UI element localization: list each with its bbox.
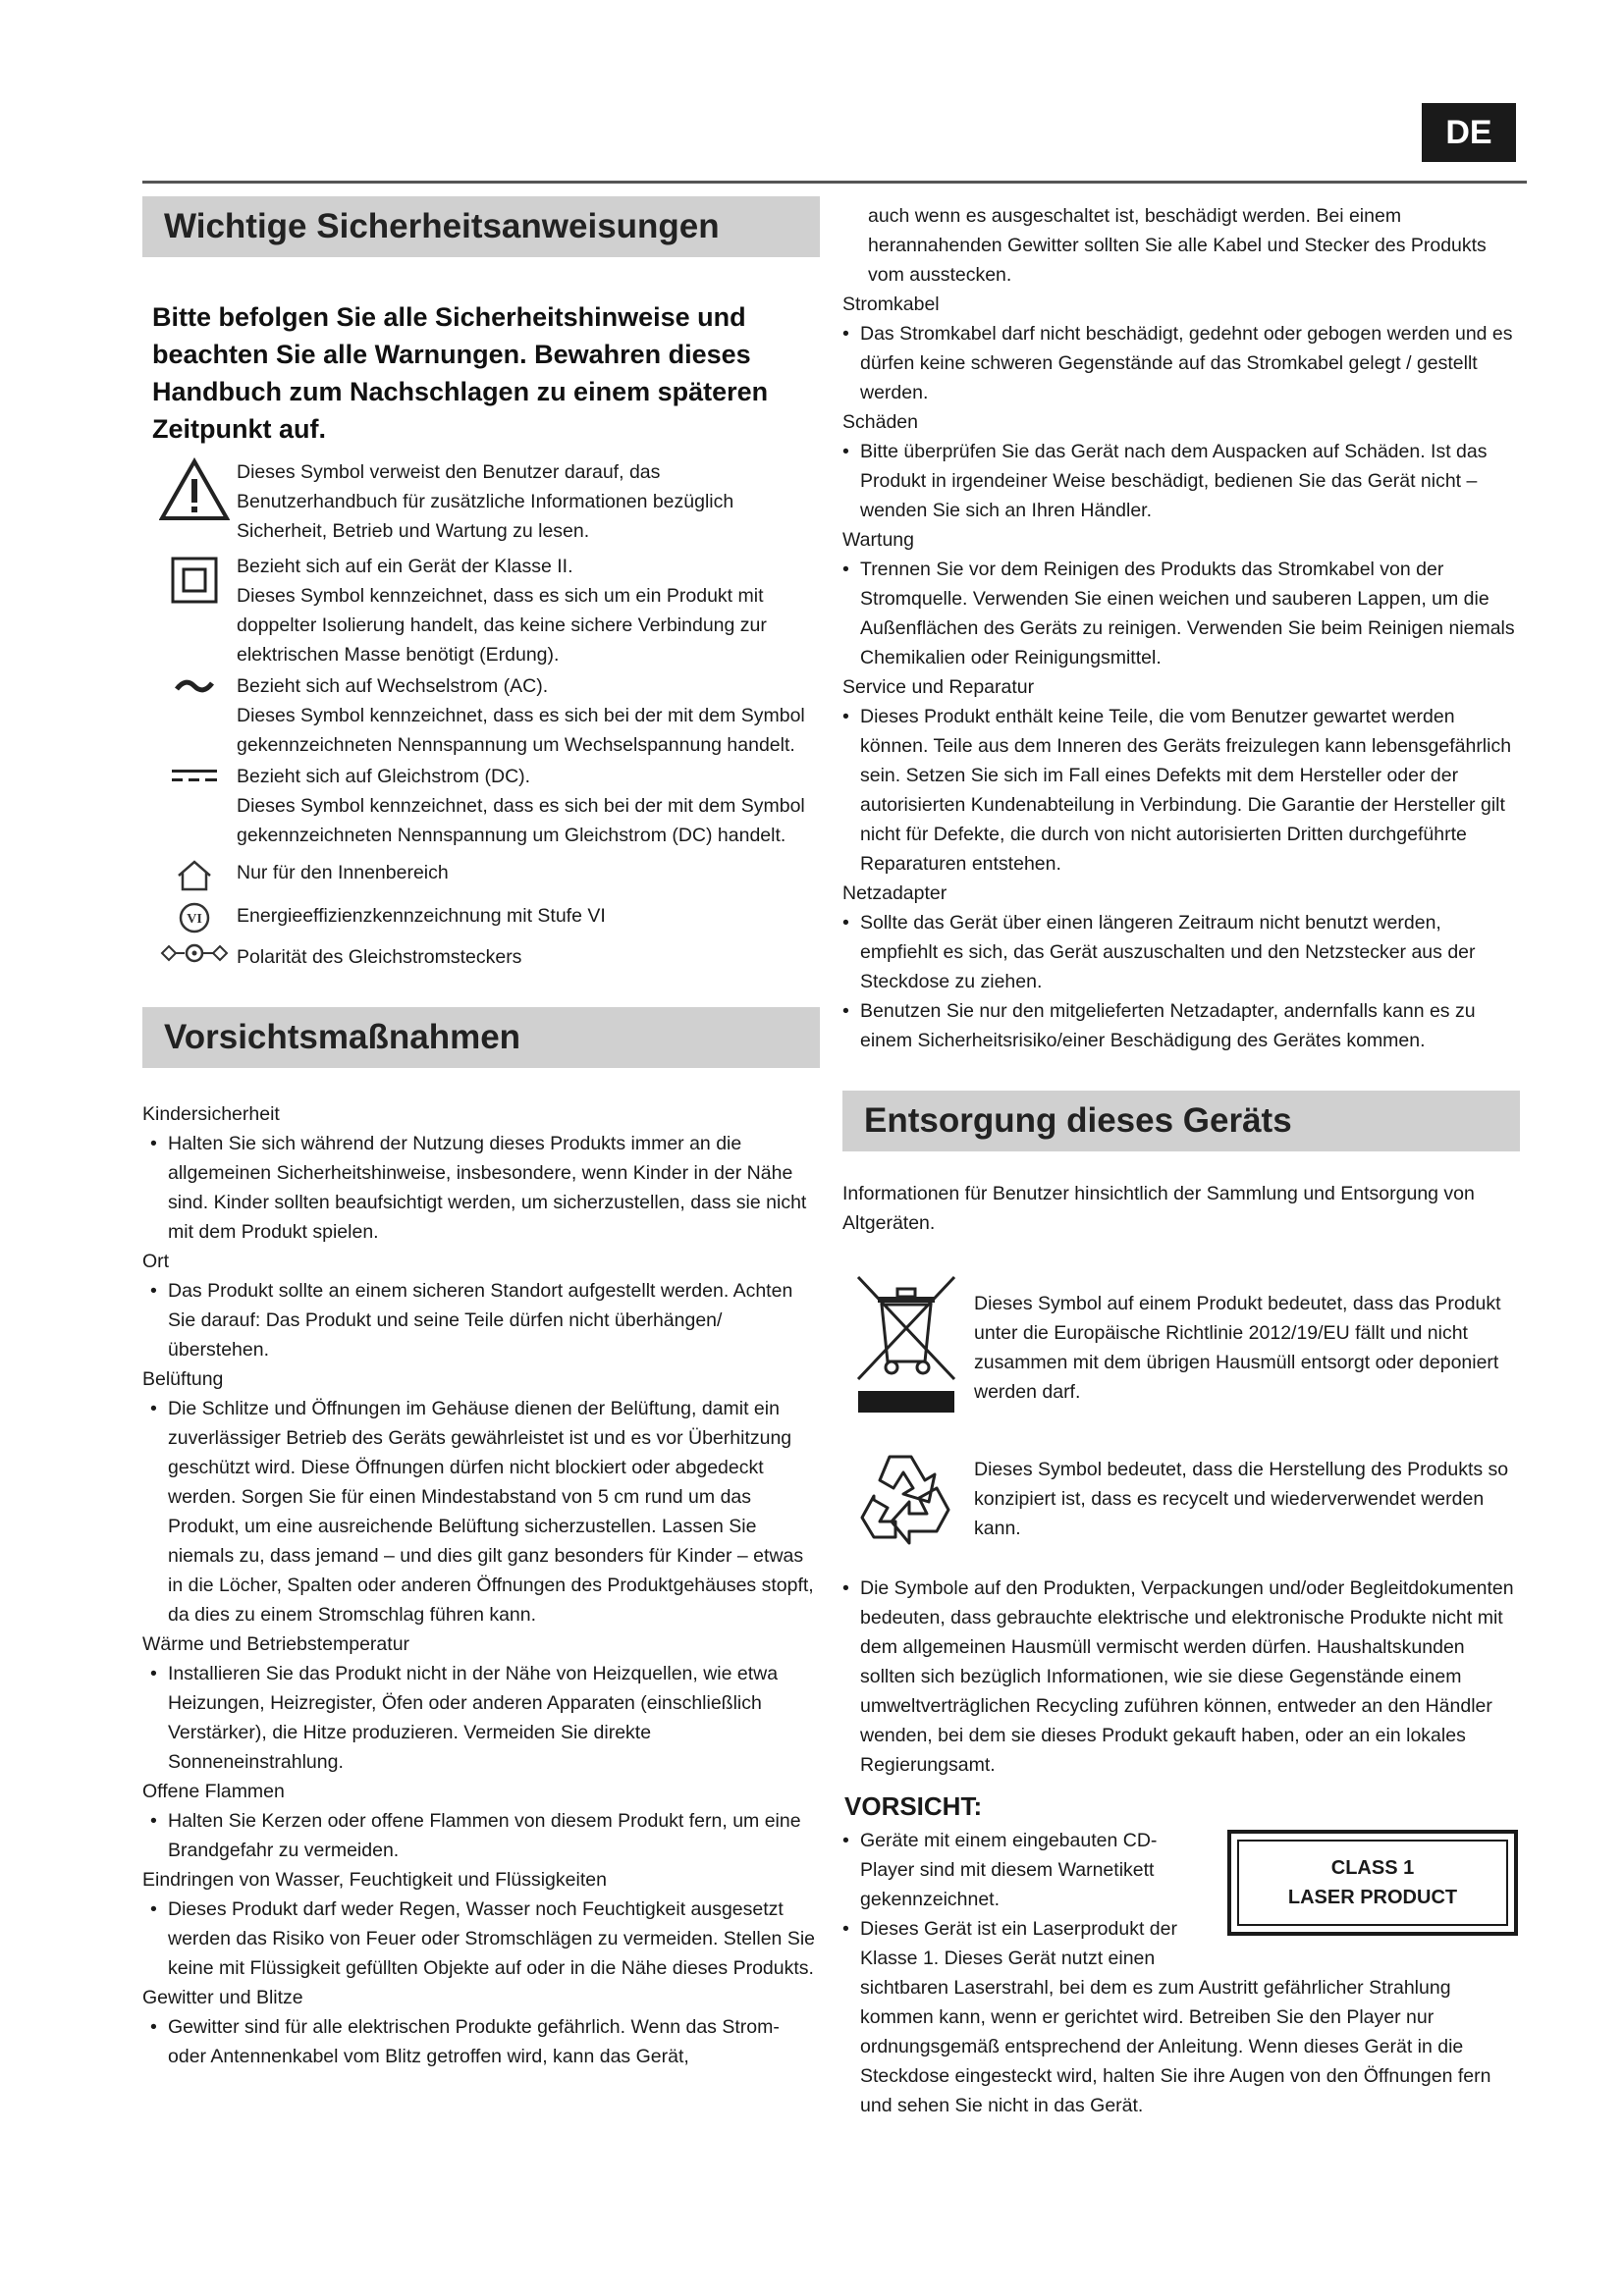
list-item: • Das Produkt sollte an einem sicheren Standort aufgestellt werden. Achten Sie darauf: Das Produkt und seine Teile dürfen nicht überhängen/überstehen. bbox=[150, 1276, 820, 1364]
bullet-text: Das Stromkabel darf nicht beschädigt, gedehnt oder gebogen werden und es dürfen keine schweren Gegenstände auf das Stromkabel gelegt / gestellt werden. bbox=[860, 323, 1513, 403]
bullet-text: Dieses Produkt enthält keine Teile, die vom Benutzer gewartet werden können. Teile aus dem Inneren des Geräts freizulegen kann lebensgefährlich sein. Setzen Sie sich im Fall eines Defekts mit dem Hersteller oder der autorisierten Kundenabteilung in Verbindung. Die Garantie der Hersteller gilt nicht für Defekte, die durch von nicht autorisierten Dritten durchgeführte Reparaturen entstehen. bbox=[860, 706, 1512, 875]
polarity-icon bbox=[152, 942, 237, 972]
symbol-text: Bezieht sich auf Wechselstrom (AC). bbox=[237, 675, 549, 697]
category-label: Offene Flammen bbox=[142, 1781, 285, 1802]
list-item: • Halten Sie Kerzen oder offene Flammen von diesem Produkt fern, um eine Brandgefahr zu vermeiden. bbox=[150, 1806, 820, 1865]
bullet-text: Halten Sie sich während der Nutzung dieses Produkts immer an die allgemeinen Sicherheitshinweise, insbesondere, wenn Kinder in der Nähe sind. Kinder sollten beaufsichtigt werden, um sicherzustellen, dass sie nicht mit dem Produkt spielen. bbox=[168, 1133, 807, 1243]
category-label: Gewitter und Blitze bbox=[142, 1987, 303, 2008]
symbol-text: Polarität des Gleichstromsteckers bbox=[237, 946, 522, 968]
list-item: • Das Stromkabel darf nicht beschädigt, gedehnt oder gebogen werden und es dürfen keine schweren Gegenstände auf das Stromkabel gelegt / gestellt werden. bbox=[842, 319, 1520, 407]
bullet-text: Dieses Produkt darf weder Regen, Wasser noch Feuchtigkeit ausgesetzt werden das Risiko von Feuer oder Stromschlägen zu vermeiden. Stellen Sie keine mit Flüssigkeit gefüllten Objekte auf oder in die Nähe dieses Produkts. bbox=[168, 1898, 816, 1979]
caution-continuation: sichtbaren Laserstrahl, bei dem es zum Austritt gefährlicher Strahlung kommen kann, wenn er gerichtet wird. Betreiben Sie den Player nur ordnungsgemäß entsprechend der Anleitung. Wenn dieses Gerät in die Steckdose eingesteckt wird, halten Sie ihre Augen von den Öffnungen fern und sehen Sie nicht in das Gerät. bbox=[860, 1977, 1491, 2116]
indoor-house-icon bbox=[152, 858, 237, 893]
bullet-text: Gewitter sind für alle elektrischen Produkte gefährlich. Wenn das Strom- oder Antennenkabel vom Blitz getroffen wird, kann das Gerät, bbox=[168, 2016, 780, 2067]
bullet-text: Halten Sie Kerzen oder offene Flammen von diesem Produkt fern, um eine Brandgefahr zu vermeiden. bbox=[168, 1810, 801, 1861]
list-item: • Geräte mit einem eingebauten CD-Player sind mit diesem Warnetikett gekennzeichnet. bbox=[842, 1826, 1196, 1914]
list-item: • Dieses Produkt enthält keine Teile, die vom Benutzer gewartet werden können. Teile aus dem Inneren des Geräts freizulegen kann lebensgefährlich sein. Setzen Sie sich im Fall eines Defekts mit dem Hersteller oder der autorisierten Kundenabteilung in Verbindung. Die Garantie der Hersteller gilt nicht für Defekte, die durch von nicht autorisierten Dritten durchgeführte Reparaturen entstehen. bbox=[842, 702, 1520, 879]
list-item: • Dieses Gerät ist ein Laserprodukt der Klasse 1. Dieses Gerät nutzt einen bbox=[842, 1914, 1196, 1973]
bullet-text: Trennen Sie vor dem Reinigen des Produkts das Stromkabel von der Stromquelle. Verwenden Sie einen weichen und sauberen Lappen, um die Außenflächen des Geräts zu reinigen. Verwenden Sie beim Reinigen niemals Chemikalien oder Reinigungsmittel. bbox=[860, 559, 1515, 668]
symbol-text: Bezieht sich auf ein Gerät der Klasse II. bbox=[237, 556, 573, 577]
symbol-row-warning bbox=[152, 457, 820, 546]
safety-intro: Bitte befolgen Sie alle Sicherheitshinweise und beachten Sie alle Warnungen. Bewahren dieses Handbuch zum Nachschlagen zu einem späteren Zeitpunkt auf. bbox=[152, 302, 769, 444]
category-label: Wartung bbox=[842, 529, 914, 551]
symbol-row-class-ii bbox=[152, 552, 820, 669]
efficiency-vi-label: VI bbox=[187, 912, 202, 927]
recycle-row bbox=[852, 1445, 1520, 1552]
symbol-text: Dieses Symbol kennzeichnet, dass es sich um ein Produkt mit doppelter Isolierung handelt, das keine sichere Verbindung zur elektrischen Masse benötigt (Erdung). bbox=[237, 585, 767, 666]
list-item: • Bitte überprüfen Sie das Gerät nach dem Auspacken auf Schäden. Ist das Produkt in irgendeiner Weise beschädigt, bedienen Sie das Gerät nicht – wenden Sie sich an Ihren Händler. bbox=[842, 437, 1520, 525]
bullet-text: Die Symbole auf den Produkten, Verpackungen und/oder Begleitdokumenten bedeuten, dass gebrauchte elektrische und elektronische Produkte nicht mit dem allgemeinen Hausmüll vermischt werden dürfen. Haushaltskunden sollten sich bezüglich Informationen, wie sie diese Gegenstände einem umweltverträglichen Recycling zuführen können, entweder an den Händler wenden, bei dem sie dieses Produkt gekauft haben, oder an ein lokales Regierungsamt. bbox=[860, 1577, 1514, 1776]
safety-section-title: Wichtige Sicherheitsanweisungen bbox=[142, 196, 820, 257]
bullet-text: Das Produkt sollte an einem sicheren Standort aufgestellt werden. Achten Sie darauf: Das Produkt und seine Teile dürfen nicht überhängen/überstehen. bbox=[168, 1280, 793, 1361]
list-item: • Halten Sie sich während der Nutzung dieses Produkts immer an die allgemeinen Sicherheitshinweise, insbesondere, wenn Kinder in der Nähe sind. Kinder sollten beaufsichtigt werden, um sicherzustellen, dass sie nicht mit dem Produkt spielen. bbox=[150, 1129, 820, 1247]
category-label: Kindersicherheit bbox=[142, 1103, 280, 1125]
category-label: Eindringen von Wasser, Feuchtigkeit und Flüssigkeiten bbox=[142, 1869, 607, 1891]
category-label: Ort bbox=[142, 1251, 170, 1272]
recycle-icon bbox=[852, 1445, 960, 1552]
symbol-row-polarity bbox=[152, 942, 820, 972]
disposal-section-title: Entsorgung dieses Geräts bbox=[842, 1091, 1520, 1151]
bullet-text: Bitte überprüfen Sie das Gerät nach dem Auspacken auf Schäden. Ist das Produkt in irgendeiner Weise beschädigt, bedienen Sie das Gerät nicht – wenden Sie sich an Ihren Händler. bbox=[860, 441, 1488, 521]
bullet-text: Die Schlitze und Öffnungen im Gehäuse dienen der Belüftung, damit ein zuverlässiger Betrieb des Geräts gewährleistet ist und es vor Überhitzung geschützt wird. Diese Öffnungen dürfen nicht blockiert oder abgedeckt werden. Sorgen Sie für einen Mindestabstand von 5 cm rund um das Produkt, um eine ausreichende Belüftung sicherzustellen. Lassen Sie niemals zu, dass jemand – und dies gilt ganz besonders für Kinder – etwas in die Löcher, Spalten oder anderen Öffnungen des Produktgehäuses stopft, da dies zu einem Stromschlag führen kann. bbox=[168, 1398, 814, 1626]
category-label: Wärme und Betriebstemperatur bbox=[142, 1633, 410, 1655]
continuation-text: auch wenn es ausgeschaltet ist, beschädigt werden. Bei einem herannahenden Gewitter sollten Sie alle Kabel und Stecker des Produkts vom ausstecken. bbox=[868, 205, 1487, 286]
laser-label-line2: LASER PRODUCT bbox=[1287, 1887, 1458, 1908]
list-item: • Sollte das Gerät über einen längeren Zeitraum nicht benutzt werden, empfiehlt es sich, das Gerät auszuschalten und den Netzstecker aus der Steckdose zu ziehen. bbox=[842, 908, 1520, 996]
list-item: • Trennen Sie vor dem Reinigen des Produkts das Stromkabel von der Stromquelle. Verwenden Sie einen weichen und sauberen Lappen, um die Außenflächen des Geräts zu reinigen. Verwenden Sie beim Reinigen niemals Chemikalien oder Reinigungsmittel. bbox=[842, 555, 1520, 672]
category-label: Netzadapter bbox=[842, 882, 947, 904]
category-label: Schäden bbox=[842, 411, 918, 433]
top-rule bbox=[142, 181, 1527, 184]
symbol-text: Dieses Symbol kennzeichnet, dass es sich bei der mit dem Symbol gekennzeichneten Nennspannung um Gleichstrom (DC) handelt. bbox=[237, 795, 805, 846]
category-label: Belüftung bbox=[142, 1368, 224, 1390]
bullet-text: Sollte das Gerät über einen längeren Zeitraum nicht benutzt werden, empfiehlt es sich, das Gerät auszuschalten und den Netzstecker aus der Steckdose zu ziehen. bbox=[860, 912, 1476, 992]
ac-icon bbox=[152, 671, 237, 760]
class-ii-icon bbox=[152, 552, 237, 669]
symbol-text: Dieses Symbol kennzeichnet, dass es sich bei der mit dem Symbol gekennzeichneten Nennspannung um Wechselspannung handelt. bbox=[237, 705, 805, 756]
weee-text: Dieses Symbol auf einem Produkt bedeutet, dass das Produkt unter die Europäische Richtlinie 2012/19/EU fällt und nicht zusammen mit dem übrigen Hausmüll entsorgt oder deponiert werden darf. bbox=[974, 1292, 1501, 1403]
list-item: • Die Symbole auf den Produkten, Verpackungen und/oder Begleitdokumenten bedeuten, dass gebrauchte elektrische und elektronische Produkte nicht mit dem allgemeinen Hausmüll vermischt werden dürfen. Haushaltskunden sollten sich bezüglich Informationen, wie sie diese Gegenstände einem umweltverträglichen Recycling zuführen können, entweder an den Händler wenden, bei dem sie dieses Produkt gekauft haben, oder an ein lokales Regierungsamt. bbox=[842, 1574, 1520, 1780]
symbol-row-ac bbox=[152, 671, 820, 760]
dc-icon bbox=[152, 762, 237, 850]
left-column bbox=[142, 196, 820, 2071]
symbol-row-indoor bbox=[152, 858, 820, 893]
precautions-right-list bbox=[842, 201, 1520, 1055]
symbol-row-dc bbox=[152, 762, 820, 850]
list-item: • Die Schlitze und Öffnungen im Gehäuse dienen der Belüftung, damit ein zuverlässiger Betrieb des Geräts gewährleistet ist und es vor Überhitzung geschützt wird. Diese Öffnungen dürfen nicht blockiert oder abgedeckt werden. Sorgen Sie für einen Mindestabstand von 5 cm rund um das Produkt, um eine ausreichende Belüftung sicherzustellen. Lassen Sie niemals zu, dass jemand – und dies gilt ganz besonders für Kinder – etwas in die Löcher, Spalten oder anderen Öffnungen des Produktgehäuses stopft, da dies zu einem Stromschlag führen kann. bbox=[150, 1394, 820, 1629]
precautions-section-title: Vorsichtsmaßnahmen bbox=[142, 1007, 820, 1068]
symbol-text: Nur für den Innenbereich bbox=[237, 862, 449, 883]
weee-bin-icon bbox=[852, 1271, 960, 1423]
precautions-left-list bbox=[142, 1099, 820, 2071]
list-item: • Dieses Produkt darf weder Regen, Wasser noch Feuchtigkeit ausgesetzt werden das Risiko von Feuer oder Stromschlägen zu vermeiden. Stellen Sie keine mit Flüssigkeit gefüllten Objekte auf oder in die Nähe dieses Produkts. bbox=[150, 1895, 820, 1983]
efficiency-vi-icon bbox=[152, 901, 237, 934]
list-item: • Benutzen Sie nur den mitgelieferten Netzadapter, andernfalls kann es zu einem Sicherheitsrisiko/einer Beschädigung des Gerätes kommen. bbox=[842, 996, 1520, 1055]
laser-label-line1: CLASS 1 bbox=[1330, 1857, 1415, 1879]
recycle-text: Dieses Symbol bedeutet, dass die Herstellung des Produkts so konzipiert ist, dass es recycelt und wiederverwendet werden kann. bbox=[974, 1458, 1509, 1539]
disposal-bullet-block bbox=[842, 1574, 1520, 1780]
symbol-row-efficiency bbox=[152, 901, 820, 934]
disposal-intro-text: Informationen für Benutzer hinsichtlich der Sammlung und Entsorgung von Altgeräten. bbox=[842, 1183, 1475, 1234]
symbol-text: Bezieht sich auf Gleichstrom (DC). bbox=[237, 766, 531, 787]
list-item: • Gewitter sind für alle elektrischen Produkte gefährlich. Wenn das Strom- oder Antennenkabel vom Blitz getroffen wird, kann das Gerät, bbox=[150, 2012, 820, 2071]
language-badge: DE bbox=[1422, 103, 1516, 162]
bullet-text: Dieses Gerät ist ein Laserprodukt der Klasse 1. Dieses Gerät nutzt einen bbox=[860, 1918, 1177, 1969]
bullet-text: Installieren Sie das Produkt nicht in der Nähe von Heizquellen, wie etwa Heizungen, Heizregister, Öfen oder anderen Apparaten (einschließlich Verstärker), die Hitze produzieren. Vermeiden Sie direkte Sonneneinstrahlung. bbox=[168, 1663, 779, 1773]
list-item: • Installieren Sie das Produkt nicht in der Nähe von Heizquellen, wie etwa Heizungen, Heizregister, Öfen oder anderen Apparaten (einschließlich Verstärker), die Hitze produzieren. Vermeiden Sie direkte Sonneneinstrahlung. bbox=[150, 1659, 820, 1777]
caution-title: VORSICHT: bbox=[844, 1791, 983, 1821]
bullet-text: Geräte mit einem eingebauten CD-Player sind mit diesem Warnetikett gekennzeichnet. bbox=[860, 1830, 1158, 1910]
weee-row bbox=[852, 1271, 1520, 1423]
warning-triangle-icon bbox=[152, 457, 237, 546]
bullet-text: Benutzen Sie nur den mitgelieferten Netzadapter, andernfalls kann es zu einem Sicherheitsrisiko/einer Beschädigung des Gerätes kommen. bbox=[860, 1000, 1476, 1051]
disposal-intro bbox=[842, 1179, 1520, 1238]
symbol-text: Dieses Symbol verweist den Benutzer darauf, das Benutzerhandbuch für zusätzliche Informationen bezüglich Sicherheit, Betrieb und Wartung zu lesen. bbox=[237, 461, 734, 542]
category-label: Service und Reparatur bbox=[842, 676, 1035, 698]
laser-class-label bbox=[1227, 1830, 1518, 1936]
symbol-text: Energieeffizienzkennzeichnung mit Stufe VI bbox=[237, 905, 606, 927]
category-label: Stromkabel bbox=[842, 294, 940, 315]
laser-class-label-inner bbox=[1237, 1840, 1508, 1926]
